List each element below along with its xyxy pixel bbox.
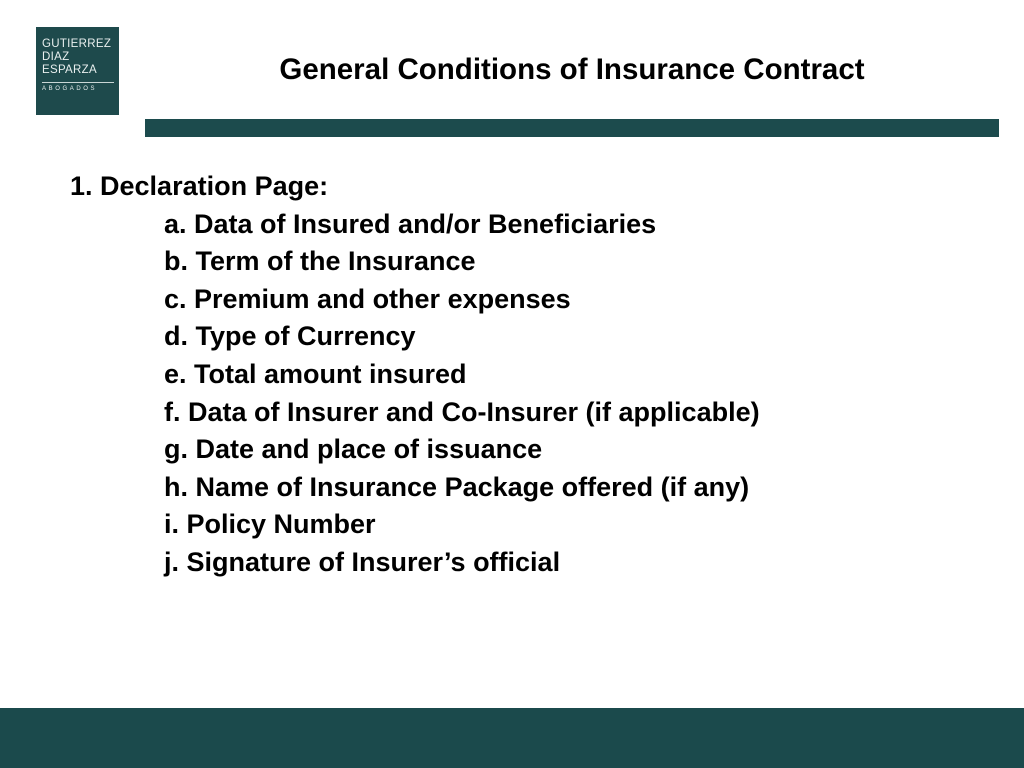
firm-logo [36, 27, 119, 115]
list-item: e. Total amount insured [164, 358, 467, 389]
list-item: h. Name of Insurance Package offered (if any) [164, 471, 750, 502]
slide-content [70, 168, 970, 582]
list-item: b. Term of the Insurance [164, 246, 476, 277]
logo-line-1: GUTIERREZ [42, 38, 112, 50]
section-heading: 1. Declaration Page: [70, 171, 329, 201]
logo-line-2: DIAZ [42, 51, 70, 63]
list-item: f. Data of Insurer and Co-Insurer (if applicable) [164, 396, 760, 427]
slide-title: General Conditions of Insurance Contract [279, 53, 865, 86]
list-item: g. Date and place of issuance [164, 434, 543, 465]
list-item: a. Data of Insured and/or Beneficiaries [164, 208, 657, 239]
list-item: j. Signature of Insurer’s official [164, 546, 561, 577]
title-underline-bar [145, 119, 999, 137]
declaration-items-list [70, 206, 970, 582]
list-item: d. Type of Currency [164, 321, 416, 352]
logo-divider [42, 82, 114, 83]
footer-bar [0, 708, 1024, 768]
list-item: i. Policy Number [164, 509, 376, 540]
logo-line-3: ESPARZA [42, 64, 97, 76]
logo-subtitle: ABOGADOS [42, 86, 98, 92]
list-item: c. Premium and other expenses [164, 283, 571, 314]
